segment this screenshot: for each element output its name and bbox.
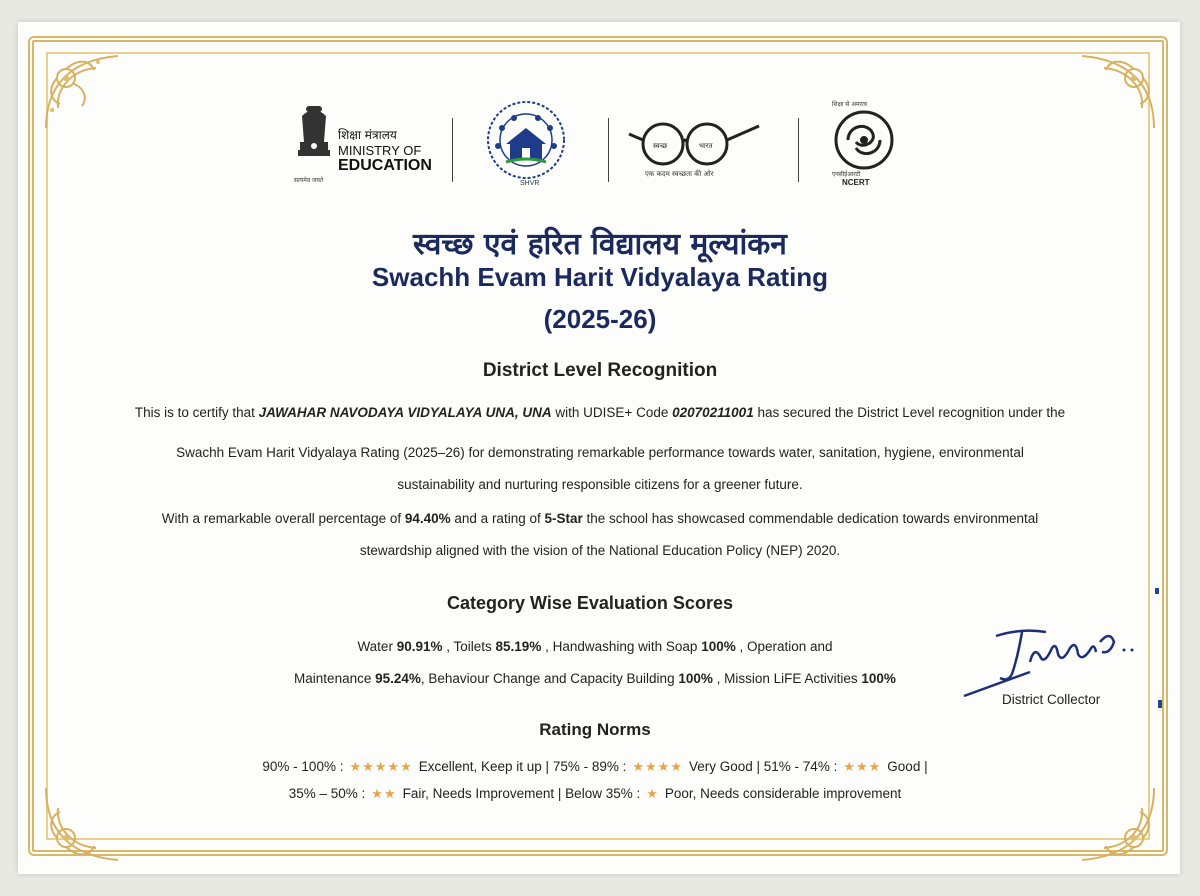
ministry-text [338, 128, 432, 173]
logo-row [280, 98, 920, 198]
toilets-score: 85.19% [495, 639, 542, 654]
ministry-hindi: शिक्षा मंत्रालय [338, 128, 397, 142]
ncert-logo [820, 98, 910, 198]
rating-norms-heading: Rating Norms [539, 720, 651, 739]
certify-line-3: sustainability and nurturing responsible citizens for a greener future. [397, 477, 803, 492]
certify-line-2: Swachh Evam Harit Vidyalaya Rating (2025–26) for demonstrating remarkable performance towards water, sanitation, hygiene, environmental [176, 445, 1024, 460]
mission-life-score: 100% [861, 671, 896, 686]
category-scores-line-1: Water 90.91% , Toilets 85.19% , Handwashing with Soap 100% , Operation and [357, 639, 833, 654]
swachh-bharat-caption: एक कदम स्वच्छता की ओर [645, 170, 714, 178]
title-english: Swachh Evam Harit Vidyalaya Rating [371, 262, 829, 292]
district-collector-label: District Collector [1002, 692, 1101, 707]
one-star-icon: ★ [646, 786, 659, 801]
ncert-hindi: एनसीईआरटी [832, 171, 861, 178]
ncert-motto: शिक्षा से अमरत्व [832, 101, 867, 108]
gandhi-spectacles-icon [625, 104, 765, 174]
shvr-label: SHVR [520, 180, 540, 187]
ministry-line1: MINISTRY OF [338, 143, 422, 158]
ncert-label: NCERT [842, 178, 870, 187]
category-heading: Category Wise Evaluation Scores [447, 593, 733, 613]
overall-percentage: 94.40% [404, 511, 451, 526]
logo-divider [798, 118, 799, 182]
signature-icon [960, 612, 1150, 702]
svg-text:स्वच्छ: स्वच्छ [653, 142, 668, 150]
behaviour-change-score: 100% [678, 671, 713, 686]
star-rating: 5-Star [544, 511, 583, 526]
handwashing-score: 100% [701, 639, 736, 654]
ink-mark [1155, 588, 1159, 594]
shvr-logo [476, 98, 586, 198]
ink-mark [1158, 700, 1162, 708]
rating-norms-line-2: 35% – 50% : ★★ Fair, Needs Improvement | Below 35% : ★ Poor, Needs considerable improvement [288, 786, 902, 801]
shvr-school-icon [476, 98, 576, 182]
rating-norms-line-1: 90% - 100% : ★★★★★ Excellent, Keep it up | 75% - 89% : ★★★★ Very Good | 51% - 74% : ★★★ Good | [262, 759, 928, 774]
water-score: 90.91% [396, 639, 443, 654]
category-scores-line-2: Maintenance 95.24%, Behaviour Change and Capacity Building 100% , Mission LiFE Activities 100% [294, 671, 896, 686]
ministry-line2: EDUCATION [338, 157, 432, 174]
four-star-icon: ★★★★ [632, 759, 683, 774]
certify-line-1: This is to certify that JAWAHAR NAVODAYA VIDYALAYA UNA, UNA with UDISE+ Code 02070211001 has secured the District Level recognition under the [134, 405, 1066, 420]
svg-text:भारत: भारत [699, 142, 713, 150]
school-name: JAWAHAR NAVODAYA VIDYALAYA UNA, UNA [258, 405, 552, 420]
three-star-icon: ★★★ [843, 759, 882, 774]
five-star-icon: ★★★★★ [349, 759, 413, 774]
two-star-icon: ★★ [371, 786, 397, 801]
udise-code: 02070211001 [672, 405, 754, 420]
corner-ornament-icon [38, 48, 128, 138]
certify-line-5: stewardship aligned with the vision of the National Education Policy (NEP) 2020. [359, 543, 841, 558]
corner-ornament-icon [1072, 48, 1162, 138]
emblem-motto: सत्यमेव जयते [294, 178, 324, 184]
recognition-heading: District Level Recognition [482, 360, 718, 381]
ministry-of-education-logo [290, 98, 440, 198]
logo-divider [452, 118, 453, 182]
certify-line-4: With a remarkable overall percentage of 94.40% and a rating of 5-Star the school has showcased commendable dedication towards environmental [161, 511, 1039, 526]
ncert-emblem-icon [832, 108, 896, 172]
title-year: (2025-26) [543, 304, 657, 334]
maintenance-score: 95.24% [375, 671, 421, 686]
swachh-bharat-logo [625, 98, 775, 198]
title-hindi: स्वच्छ एवं हरित विद्यालय मूल्यांकन [413, 227, 787, 262]
national-emblem-icon [294, 102, 334, 180]
logo-divider [608, 118, 609, 182]
